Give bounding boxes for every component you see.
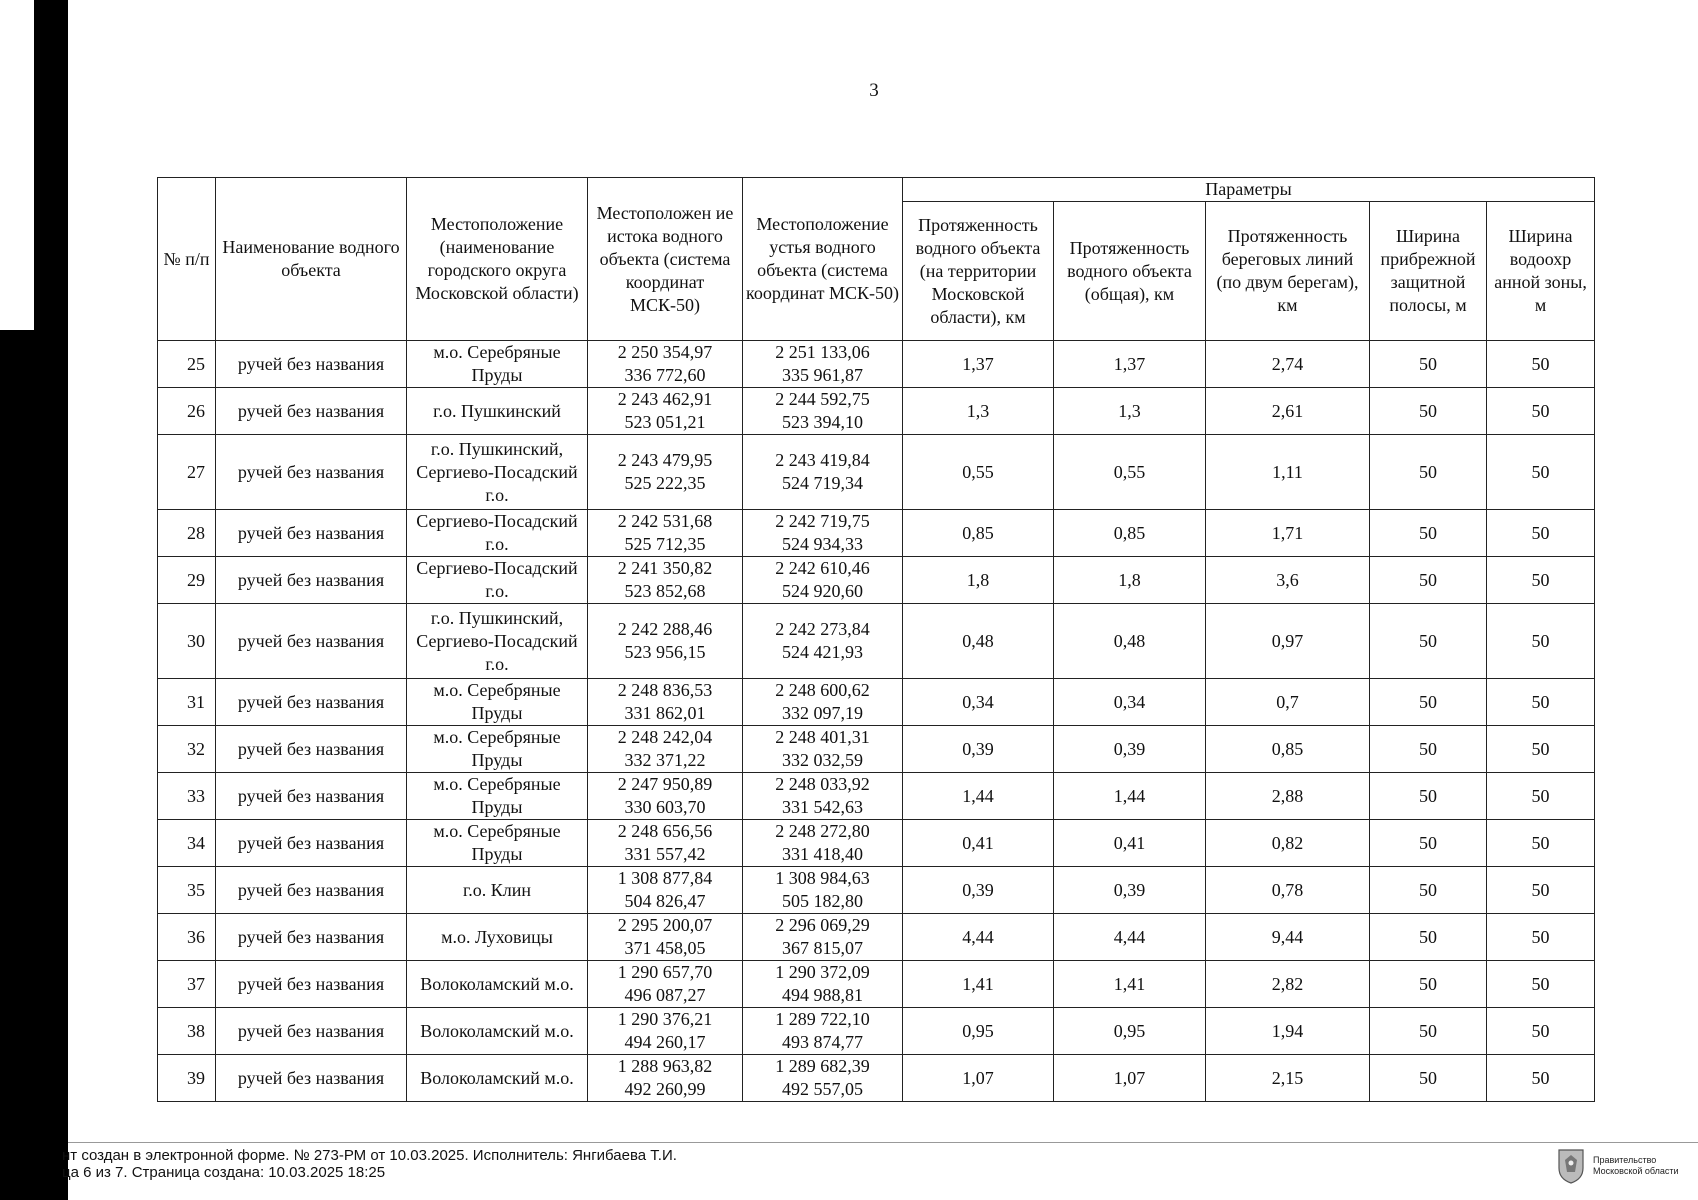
length-mo-cell: 0,48 [903, 604, 1054, 679]
government-label: Правительство Московской области [1593, 1155, 1679, 1176]
water-zone-width-cell: 50 [1487, 679, 1595, 726]
mouth-coordinates-line: 524 934,33 [782, 534, 863, 554]
table-row [158, 1055, 1595, 1102]
coastal-width-cell: 50 [1370, 604, 1487, 679]
shore-length-cell: 2,88 [1206, 773, 1370, 820]
mouth-coordinates-line: 494 988,81 [782, 985, 863, 1005]
mouth-coordinates-line: 2 243 419,84 [775, 450, 870, 470]
coastal-width-cell: 50 [1370, 867, 1487, 914]
header-coastal-width: Ширина прибрежной защитной полосы, м [1370, 202, 1487, 341]
shore-length-cell: 2,82 [1206, 961, 1370, 1008]
location-cell: г.о. Пушкинский, Сергиево-Посадский г.о. [407, 604, 588, 679]
water-object-name: ручей без названия [216, 1008, 407, 1055]
location-cell: Сергиево-Посадский г.о. [407, 510, 588, 557]
water-object-name: ручей без названия [216, 679, 407, 726]
mouth-coordinates-line: 2 296 069,29 [775, 915, 870, 935]
water-object-name: ручей без названия [216, 604, 407, 679]
source-coordinates-line: 2 248 656,56 [617, 821, 713, 841]
header-length-total: Протяженность водного объекта (общая), км [1054, 202, 1206, 341]
coastal-width-cell: 50 [1370, 726, 1487, 773]
length-total-cell: 4,44 [1054, 914, 1206, 961]
table-row [158, 435, 1595, 510]
water-zone-width-cell: 50 [1487, 1008, 1595, 1055]
water-zone-width-cell: 50 [1487, 1055, 1595, 1102]
table-row [158, 726, 1595, 773]
shore-length-cell: 2,15 [1206, 1055, 1370, 1102]
mouth-coordinates-line: 331 418,40 [782, 844, 863, 864]
source-coordinates [588, 435, 743, 510]
location-cell: м.о. Серебряные Пруды [407, 773, 588, 820]
water-object-name: ручей без названия [216, 557, 407, 604]
source-coordinates-line: 525 222,35 [624, 473, 706, 493]
source-coordinates-line: 2 243 479,95 [617, 450, 713, 470]
source-coordinates-line: 494 260,17 [624, 1032, 706, 1052]
mouth-coordinates-line: 1 290 372,09 [775, 962, 870, 982]
source-coordinates-line: 2 241 350,82 [617, 558, 713, 578]
mouth-coordinates-line: 524 920,60 [782, 581, 863, 601]
length-mo-cell: 0,41 [903, 820, 1054, 867]
shore-length-cell: 1,71 [1206, 510, 1370, 557]
length-mo-cell: 1,8 [903, 557, 1054, 604]
mouth-coordinates-line: 523 394,10 [782, 412, 863, 432]
location-cell: Волоколамский м.о. [407, 1055, 588, 1102]
source-coordinates [588, 726, 743, 773]
mouth-coordinates-line: 2 248 272,80 [775, 821, 870, 841]
coastal-width-cell: 50 [1370, 435, 1487, 510]
mouth-coordinates [743, 435, 903, 510]
mouth-coordinates [743, 820, 903, 867]
source-coordinates [588, 914, 743, 961]
shore-length-cell: 0,97 [1206, 604, 1370, 679]
location-cell: г.о. Пушкинский [407, 388, 588, 435]
source-coordinates [588, 820, 743, 867]
mouth-coordinates [743, 557, 903, 604]
source-coordinates-line: 2 248 242,04 [617, 727, 713, 747]
length-mo-cell: 1,07 [903, 1055, 1054, 1102]
mouth-coordinates [743, 773, 903, 820]
source-coordinates [588, 1055, 743, 1102]
row-number: 27 [158, 435, 216, 510]
mouth-coordinates-line: 2 248 600,62 [775, 680, 870, 700]
water-zone-width-cell: 50 [1487, 510, 1595, 557]
source-coordinates [588, 867, 743, 914]
mouth-coordinates-line: 2 242 719,75 [775, 511, 870, 531]
shore-length-cell: 1,94 [1206, 1008, 1370, 1055]
mouth-coordinates [743, 914, 903, 961]
row-number: 37 [158, 961, 216, 1008]
source-coordinates-line: 331 557,42 [624, 844, 706, 864]
mouth-coordinates-line: 2 242 610,46 [775, 558, 870, 578]
shore-length-cell: 2,74 [1206, 341, 1370, 388]
location-cell: Сергиево-Посадский г.о. [407, 557, 588, 604]
mouth-coordinates [743, 726, 903, 773]
table-row [158, 341, 1595, 388]
source-coordinates-line: 332 371,22 [624, 750, 706, 770]
row-number: 36 [158, 914, 216, 961]
source-coordinates-line: 2 295 200,07 [617, 915, 713, 935]
water-object-name: ручей без названия [216, 773, 407, 820]
length-total-cell: 0,39 [1054, 867, 1206, 914]
header-num: № п/п [158, 178, 216, 341]
shore-length-cell: 3,6 [1206, 557, 1370, 604]
source-coordinates-line: 2 242 288,46 [617, 619, 713, 639]
table-row [158, 679, 1595, 726]
source-coordinates-line: 525 712,35 [624, 534, 706, 554]
water-object-name: ручей без названия [216, 388, 407, 435]
length-mo-cell: 0,55 [903, 435, 1054, 510]
mouth-coordinates-line: 332 097,19 [782, 703, 863, 723]
length-mo-cell: 0,39 [903, 867, 1054, 914]
row-number: 34 [158, 820, 216, 867]
length-total-cell: 0,48 [1054, 604, 1206, 679]
mouth-coordinates [743, 604, 903, 679]
table-row [158, 867, 1595, 914]
coastal-width-cell: 50 [1370, 961, 1487, 1008]
header-name: Наименование водного объекта [216, 178, 407, 341]
length-total-cell: 0,39 [1054, 726, 1206, 773]
table-row [158, 1008, 1595, 1055]
location-cell: м.о. Серебряные Пруды [407, 679, 588, 726]
water-object-name: ручей без названия [216, 510, 407, 557]
mouth-coordinates-line: 2 251 133,06 [775, 342, 870, 362]
table-header [158, 178, 1595, 341]
source-coordinates-line: 336 772,60 [624, 365, 706, 385]
source-coordinates-line: 1 290 376,21 [617, 1009, 713, 1029]
location-cell: г.о. Клин [407, 867, 588, 914]
mouth-coordinates [743, 679, 903, 726]
table-row [158, 388, 1595, 435]
row-number: 38 [158, 1008, 216, 1055]
mouth-coordinates-line: 2 248 401,31 [775, 727, 870, 747]
row-number: 33 [158, 773, 216, 820]
table-row [158, 773, 1595, 820]
mouth-coordinates-line: 524 719,34 [782, 473, 863, 493]
source-coordinates-line: 492 260,99 [624, 1079, 706, 1099]
water-zone-width-cell: 50 [1487, 388, 1595, 435]
table-row [158, 914, 1595, 961]
water-object-name: ручей без названия [216, 914, 407, 961]
header-source: Местоположен ие истока водного объекта (система координат МСК-50) [588, 178, 743, 341]
header-water-zone-width: Ширина водоохр анной зоны, м [1487, 202, 1595, 341]
length-total-cell: 0,41 [1054, 820, 1206, 867]
source-coordinates-line: 2 243 462,91 [617, 389, 713, 409]
page-number: 3 [869, 80, 879, 101]
source-coordinates-line: 523 956,15 [624, 642, 706, 662]
source-coordinates [588, 557, 743, 604]
coat-of-arms-icon [1557, 1148, 1585, 1184]
mouth-coordinates-line: 2 244 592,75 [775, 389, 870, 409]
shore-length-cell: 0,7 [1206, 679, 1370, 726]
mouth-coordinates-line: 331 542,63 [782, 797, 863, 817]
mouth-coordinates-line: 332 032,59 [782, 750, 863, 770]
water-zone-width-cell: 50 [1487, 557, 1595, 604]
water-zone-width-cell: 50 [1487, 961, 1595, 1008]
mouth-coordinates-line: 2 248 033,92 [775, 774, 870, 794]
row-number: 30 [158, 604, 216, 679]
footer-divider [68, 1142, 1698, 1143]
coastal-width-cell: 50 [1370, 557, 1487, 604]
row-number: 29 [158, 557, 216, 604]
source-coordinates [588, 388, 743, 435]
source-coordinates [588, 510, 743, 557]
source-coordinates-line: 1 290 657,70 [617, 962, 713, 982]
water-zone-width-cell: 50 [1487, 914, 1595, 961]
coastal-width-cell: 50 [1370, 1055, 1487, 1102]
source-coordinates-line: 2 242 531,68 [617, 511, 713, 531]
mouth-coordinates-line: 335 961,87 [782, 365, 863, 385]
location-cell: Волоколамский м.о. [407, 961, 588, 1008]
length-mo-cell: 1,3 [903, 388, 1054, 435]
length-total-cell: 0,95 [1054, 1008, 1206, 1055]
mouth-coordinates-line: 367 815,07 [782, 938, 863, 958]
shore-length-cell: 0,85 [1206, 726, 1370, 773]
length-total-cell: 1,44 [1054, 773, 1206, 820]
source-coordinates-line: 330 603,70 [624, 797, 706, 817]
header-location: Местоположение (наименование городского округа Московской области) [407, 178, 588, 341]
shore-length-cell: 2,61 [1206, 388, 1370, 435]
mouth-coordinates [743, 961, 903, 1008]
row-number: 35 [158, 867, 216, 914]
length-mo-cell: 0,39 [903, 726, 1054, 773]
mouth-coordinates [743, 867, 903, 914]
mouth-coordinates-line: 2 242 273,84 [775, 619, 870, 639]
table-row [158, 510, 1595, 557]
source-coordinates [588, 679, 743, 726]
source-coordinates-line: 504 826,47 [624, 891, 706, 911]
mouth-coordinates [743, 388, 903, 435]
source-coordinates-line: 331 862,01 [624, 703, 706, 723]
coastal-width-cell: 50 [1370, 510, 1487, 557]
mouth-coordinates [743, 1008, 903, 1055]
water-object-name: ручей без названия [216, 867, 407, 914]
location-cell: м.о. Серебряные Пруды [407, 341, 588, 388]
water-zone-width-cell: 50 [1487, 341, 1595, 388]
water-zone-width-cell: 50 [1487, 867, 1595, 914]
water-object-name: ручей без названия [216, 726, 407, 773]
source-coordinates-line: 2 247 950,89 [617, 774, 713, 794]
mouth-coordinates [743, 1055, 903, 1102]
location-cell: м.о. Серебряные Пруды [407, 820, 588, 867]
footer-line-1: нт создан в электронной форме. № 273-РМ от 10.03.2025. Исполнитель: Янгибаева Т.И. [62, 1147, 677, 1164]
location-cell: м.о. Серебряные Пруды [407, 726, 588, 773]
row-number: 31 [158, 679, 216, 726]
source-coordinates-line: 2 248 836,53 [617, 680, 713, 700]
length-mo-cell: 1,41 [903, 961, 1054, 1008]
table-row [158, 820, 1595, 867]
source-coordinates [588, 1008, 743, 1055]
length-mo-cell: 0,34 [903, 679, 1054, 726]
table-row [158, 604, 1595, 679]
source-coordinates-line: 496 087,27 [624, 985, 706, 1005]
length-mo-cell: 0,95 [903, 1008, 1054, 1055]
mouth-coordinates-line: 505 182,80 [782, 891, 863, 911]
coastal-width-cell: 50 [1370, 773, 1487, 820]
shore-length-cell: 9,44 [1206, 914, 1370, 961]
length-mo-cell: 1,44 [903, 773, 1054, 820]
row-number: 28 [158, 510, 216, 557]
location-cell: Волоколамский м.о. [407, 1008, 588, 1055]
source-coordinates [588, 773, 743, 820]
row-number: 32 [158, 726, 216, 773]
mouth-coordinates-line: 524 421,93 [782, 642, 863, 662]
table-row [158, 557, 1595, 604]
mouth-coordinates-line: 492 557,05 [782, 1079, 863, 1099]
water-zone-width-cell: 50 [1487, 773, 1595, 820]
header-mouth: Местоположение устья водного объекта (система координат МСК-50) [743, 178, 903, 341]
source-coordinates [588, 961, 743, 1008]
coastal-width-cell: 50 [1370, 820, 1487, 867]
row-number: 39 [158, 1055, 216, 1102]
mouth-coordinates-line: 1 308 984,63 [775, 868, 870, 888]
mouth-coordinates-line: 1 289 722,10 [775, 1009, 870, 1029]
water-objects-table [157, 177, 1595, 1102]
source-coordinates-line: 1 308 877,84 [617, 868, 713, 888]
mouth-coordinates-line: 1 289 682,39 [775, 1056, 870, 1076]
source-coordinates [588, 341, 743, 388]
row-number: 25 [158, 341, 216, 388]
water-object-name: ручей без названия [216, 1055, 407, 1102]
length-total-cell: 1,3 [1054, 388, 1206, 435]
shore-length-cell: 0,82 [1206, 820, 1370, 867]
source-coordinates [588, 604, 743, 679]
coastal-width-cell: 50 [1370, 1008, 1487, 1055]
water-zone-width-cell: 50 [1487, 604, 1595, 679]
coastal-width-cell: 50 [1370, 341, 1487, 388]
source-coordinates-line: 523 051,21 [624, 412, 706, 432]
length-total-cell: 0,85 [1054, 510, 1206, 557]
shore-length-cell: 1,11 [1206, 435, 1370, 510]
coastal-width-cell: 50 [1370, 914, 1487, 961]
length-total-cell: 1,8 [1054, 557, 1206, 604]
water-zone-width-cell: 50 [1487, 820, 1595, 867]
header-params: Параметры [903, 178, 1595, 202]
water-object-name: ручей без названия [216, 961, 407, 1008]
source-coordinates-line: 371 458,05 [624, 938, 706, 958]
location-cell: м.о. Луховицы [407, 914, 588, 961]
water-zone-width-cell: 50 [1487, 435, 1595, 510]
mouth-coordinates-line: 493 874,77 [782, 1032, 863, 1052]
coastal-width-cell: 50 [1370, 388, 1487, 435]
length-mo-cell: 1,37 [903, 341, 1054, 388]
water-zone-width-cell: 50 [1487, 726, 1595, 773]
water-object-name: ручей без названия [216, 820, 407, 867]
coastal-width-cell: 50 [1370, 679, 1487, 726]
length-total-cell: 0,55 [1054, 435, 1206, 510]
table-row [158, 961, 1595, 1008]
water-object-name: ручей без названия [216, 341, 407, 388]
length-mo-cell: 4,44 [903, 914, 1054, 961]
length-total-cell: 1,37 [1054, 341, 1206, 388]
location-cell: г.о. Пушкинский, Сергиево-Посадский г.о. [407, 435, 588, 510]
length-total-cell: 0,34 [1054, 679, 1206, 726]
shore-length-cell: 0,78 [1206, 867, 1370, 914]
footer-line-2: ца 6 из 7. Страница создана: 10.03.2025 18:25 [62, 1164, 386, 1181]
row-number: 26 [158, 388, 216, 435]
length-total-cell: 1,07 [1054, 1055, 1206, 1102]
source-coordinates-line: 523 852,68 [624, 581, 706, 601]
water-object-name: ручей без названия [216, 435, 407, 510]
header-length-mo: Протяженность водного объекта (на территории Московской области), км [903, 202, 1054, 341]
mouth-coordinates [743, 510, 903, 557]
table-body [158, 341, 1595, 1102]
source-coordinates-line: 2 250 354,97 [617, 342, 713, 362]
length-mo-cell: 0,85 [903, 510, 1054, 557]
document-footer [62, 1147, 677, 1181]
mouth-coordinates [743, 341, 903, 388]
source-coordinates-line: 1 288 963,82 [617, 1056, 713, 1076]
header-shore-length: Протяженность береговых линий (по двум берегам), км [1206, 202, 1370, 341]
length-total-cell: 1,41 [1054, 961, 1206, 1008]
scan-edge [0, 0, 68, 1200]
